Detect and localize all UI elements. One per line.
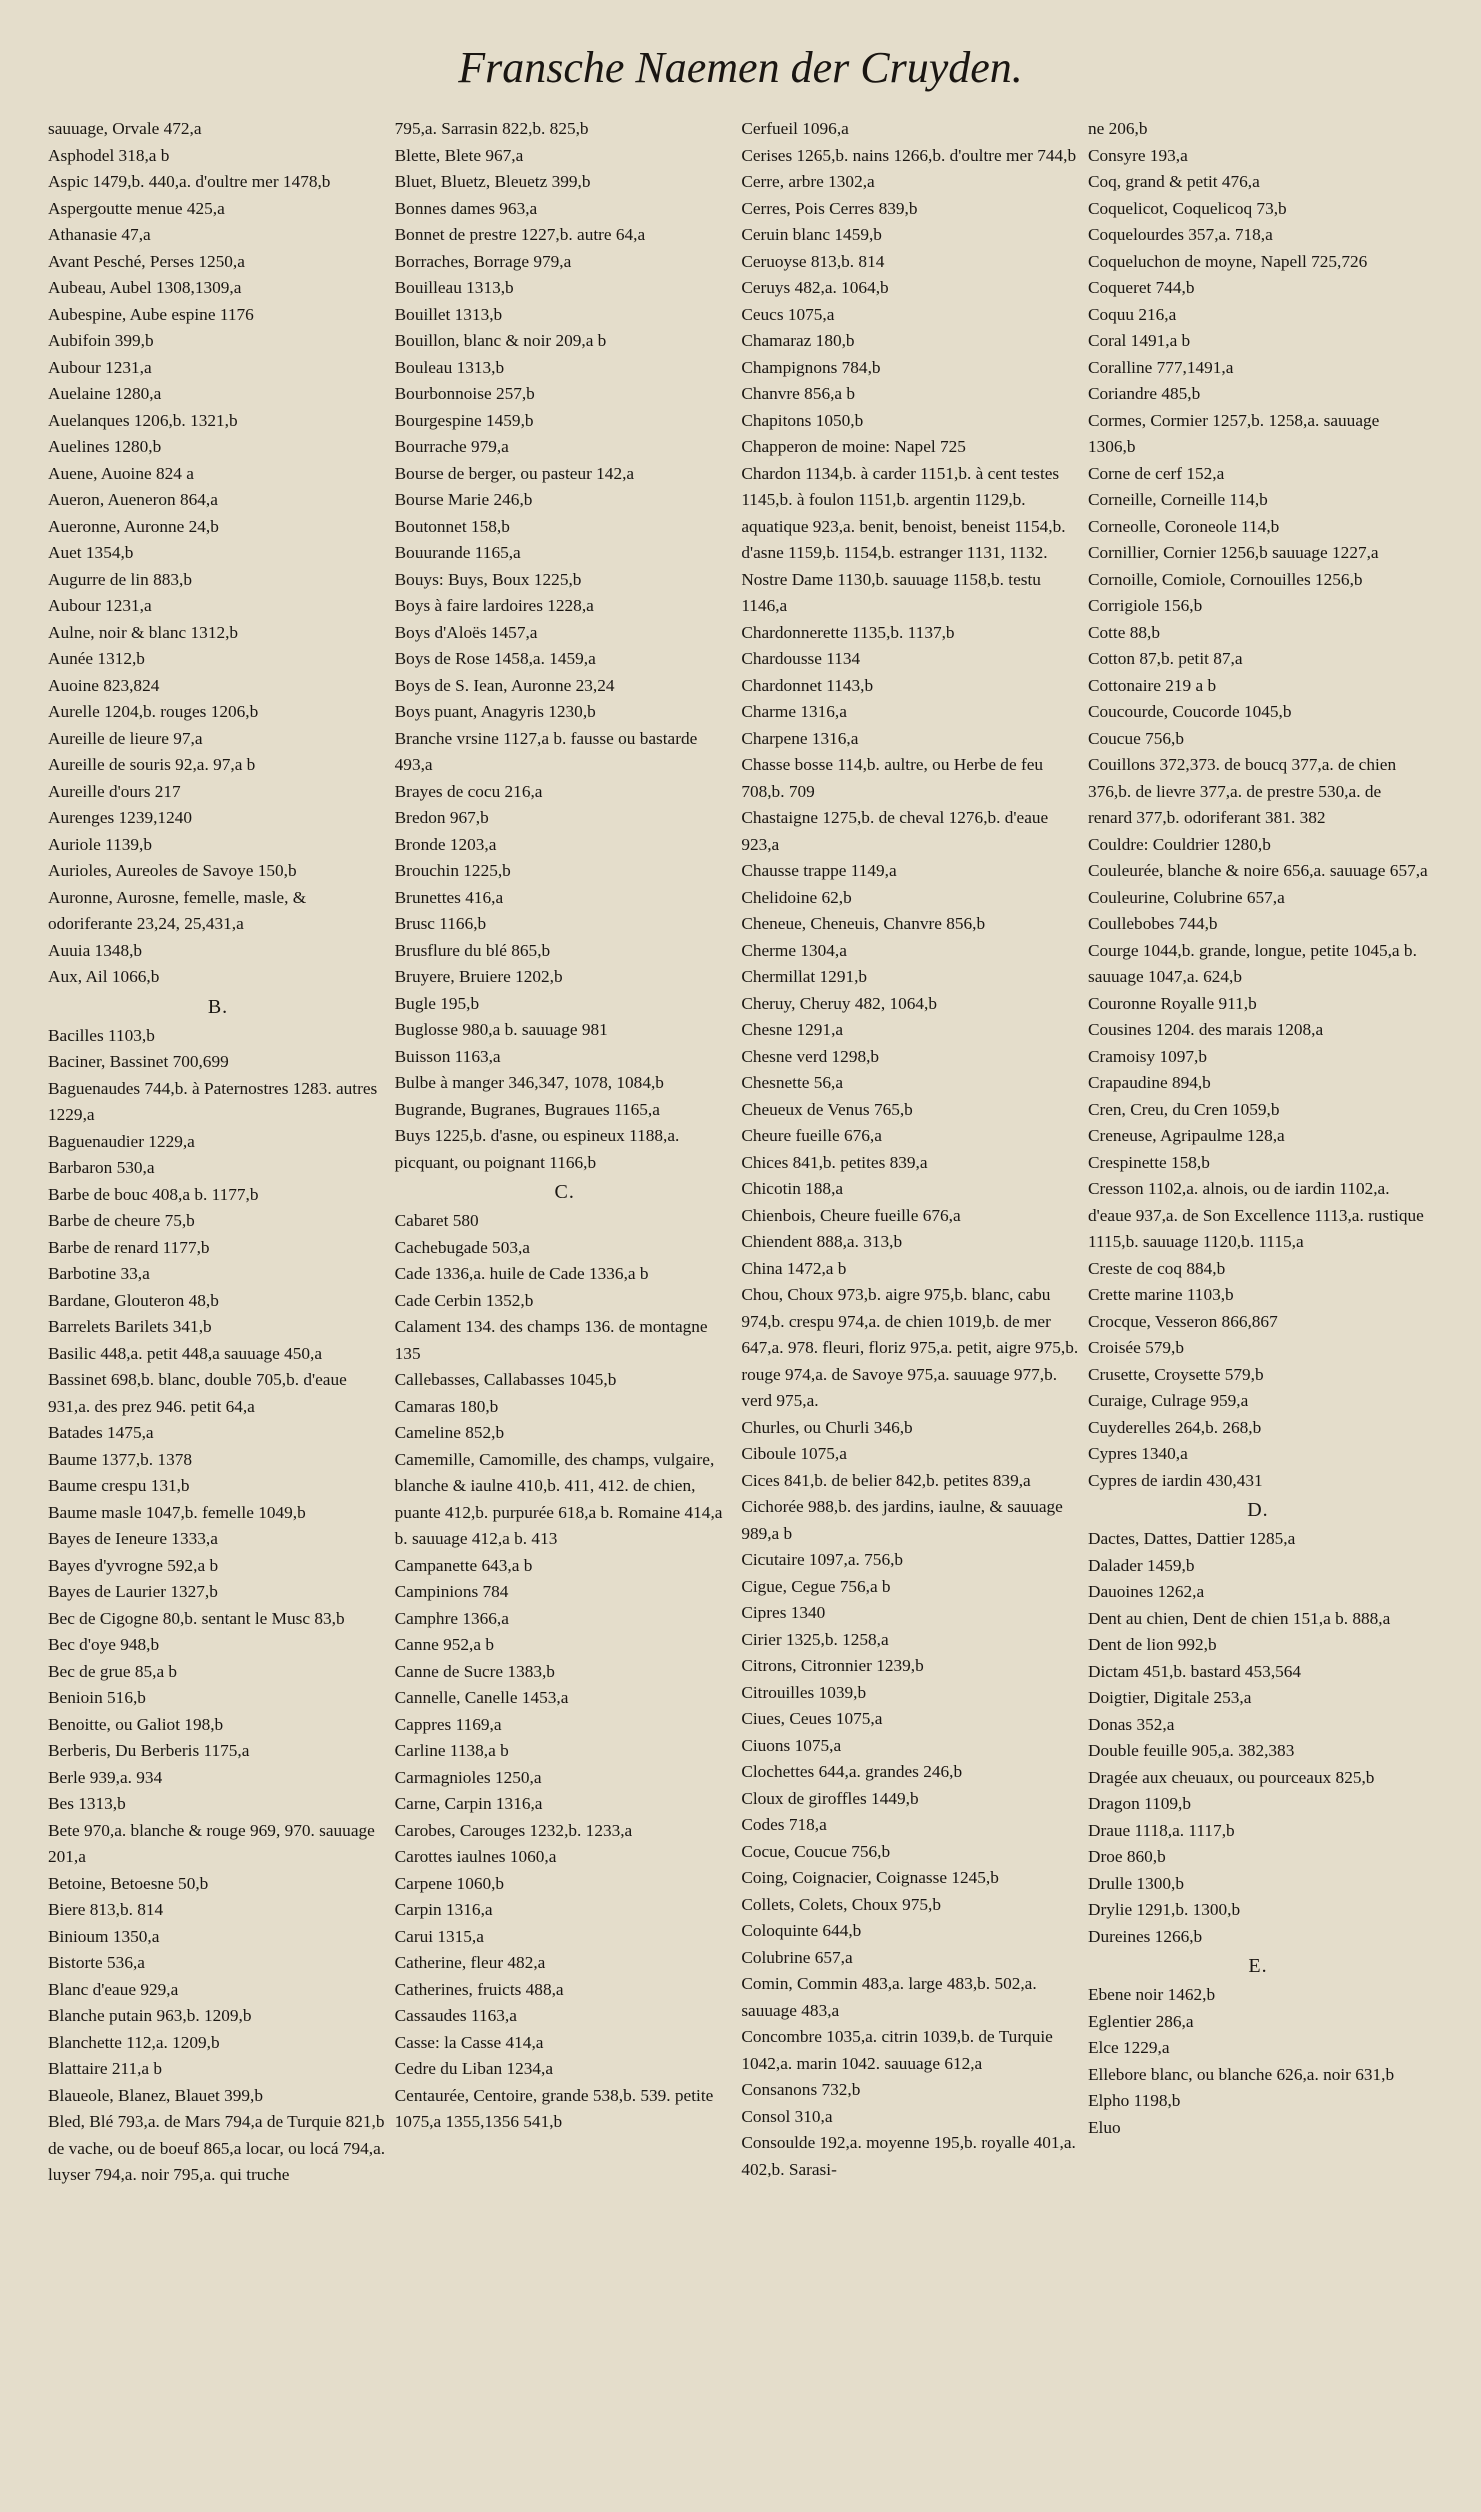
index-entry: Citrons, Citronnier 1239,b: [741, 1656, 924, 1675]
index-entry: Ceruoyse 813,b. 814: [741, 251, 885, 271]
index-entry: Crette marine 1103,b: [1087, 1285, 1234, 1304]
index-entry: Crapaudine 894,b: [1087, 1073, 1211, 1092]
index-entry: Chesnette 56,a: [741, 1073, 844, 1092]
index-entry: Doigtier, Digitale 253,a: [1087, 1688, 1252, 1707]
index-entry: Campanette 643,a b: [394, 1555, 533, 1575]
index-entry: Cotton 87,b. petit 87,a: [1087, 649, 1243, 668]
index-entry: Chardon 1134,b. à carder 1151,b. à cent testes 1145,b. à foulon 1151,b. argentin 1129,b. aquatique 923,a. benit, benoist, beneist 1154,b. d'asne 1159,b. 1154,b. estranger 1131, 1132. Nostre Dame 1130,b. sauuage 1158,b. testu 1146,a: [741, 463, 1066, 615]
index-entry: Bec de Cigogne 80,b. sentant le Musc 83,b: [48, 1608, 345, 1628]
index-entry: Bruyere, Bruiere 1202,b: [394, 967, 563, 986]
index-entry: Cramoisy 1097,b: [1087, 1046, 1208, 1066]
index-entry: Aureille de lieure 97,a: [48, 728, 203, 748]
index-entry: Bete 970,a. blanche & rouge 969, 970. sauuage 201,a: [48, 1820, 375, 1866]
index-entry: Colubrine 657,a: [741, 1947, 853, 1967]
index-entry: Carui 1315,a: [394, 1926, 484, 1946]
index-entry: Dauoines 1262,a: [1087, 1582, 1205, 1601]
index-entry: Calament 134. des champs 136. de montagne 135: [394, 1317, 708, 1363]
index-entry: Corrigiole 156,b: [1087, 596, 1203, 615]
index-entry: Barbe de cheure 75,b: [48, 1211, 195, 1230]
index-entry: Cerises 1265,b. nains 1266,b. d'oultre mer 744,b: [741, 145, 1077, 165]
index-entry: Callebasses, Callabasses 1045,b: [394, 1370, 617, 1389]
index-entry: Boys d'Aloës 1457,a: [394, 622, 538, 642]
index-entry: Bec d'oye 948,b: [48, 1635, 160, 1654]
index-entry: Cirier 1325,b. 1258,a: [741, 1629, 889, 1649]
index-entry: Boys à faire lardoires 1228,a: [394, 596, 594, 615]
index-entry: Brouchin 1225,b: [394, 861, 511, 880]
index-entry: Aurenges 1239,1240: [48, 808, 192, 827]
index-entry: Ceruin blanc 1459,b: [741, 225, 882, 244]
index-entry: Cherme 1304,a: [741, 940, 847, 960]
index-entry: Chesne verd 1298,b: [741, 1046, 880, 1066]
index-entry: Auene, Auoine 824 a: [48, 463, 194, 483]
index-entry: Carobes, Carouges 1232,b. 1233,a: [394, 1820, 633, 1840]
index-entry: 795,a. Sarrasin 822,b. 825,b: [394, 119, 589, 138]
index-entry: Chardousse 1134: [741, 649, 861, 668]
index-entry: Cheure fueille 676,a: [741, 1126, 882, 1145]
index-entry: Droe 860,b: [1087, 1847, 1166, 1866]
index-entry: Auelaine 1280,a: [48, 384, 162, 403]
index-entry: Blanchette 112,a. 1209,b: [48, 2032, 220, 2052]
index-entry: Dactes, Dattes, Dattier 1285,a: [1087, 1529, 1296, 1548]
index-entry: Bled, Blé 793,a. de Mars 794,a de Turquie 821,b de vache, ou de boeuf 865,a locar, ou locá 794,a. luyser 794,a. noir 795,a. qui truche: [48, 2112, 386, 2184]
index-entry: Coquelicot, Coquelicoq 73,b: [1087, 198, 1287, 218]
index-entry: Bec de grue 85,a b: [48, 1661, 178, 1681]
index-entry: Churles, ou Churli 346,b: [741, 1417, 913, 1437]
index-entry: Brunettes 416,a: [394, 887, 504, 907]
index-entry: Cices 841,b. de belier 842,b. petites 839,a: [741, 1470, 1031, 1490]
index-entry: Coucourde, Coucorde 1045,b: [1087, 702, 1292, 721]
index-entry: Codes 718,a: [741, 1815, 827, 1834]
index-entry: Ellebore blanc, ou blanche 626,a. noir 631,b: [1087, 2064, 1395, 2084]
index-entry: Cornillier, Cornier 1256,b sauuage 1227,a: [1087, 543, 1379, 562]
index-entry: Cannelle, Canelle 1453,a: [394, 1688, 569, 1707]
index-entry: Cocue, Coucue 756,b: [741, 1841, 891, 1861]
index-entry: Couldre: Couldrier 1280,b: [1087, 834, 1271, 854]
index-entry: Coucue 756,b: [1087, 728, 1184, 748]
index-entry: Canne de Sucre 1383,b: [394, 1661, 555, 1681]
index-entry: Dent au chien, Dent de chien 151,a b. 888,a: [1087, 1608, 1391, 1628]
index-columns: [48, 116, 1428, 2496]
index-entry: Carpene 1060,b: [394, 1873, 505, 1893]
index-entry: Auelanques 1206,b. 1321,b: [48, 410, 238, 430]
section-letter: C.: [554, 1181, 575, 1203]
index-entry: Cornoille, Comiole, Cornouilles 1256,b: [1087, 569, 1363, 589]
index-entry: Dalader 1459,b: [1087, 1555, 1195, 1575]
index-entry: Elpho 1198,b: [1087, 2091, 1181, 2110]
index-entry: Biere 813,b. 814: [48, 1900, 164, 1919]
index-entry: Coloquinte 644,b: [741, 1921, 862, 1940]
index-entry: Dictam 451,b. bastard 453,564: [1087, 1661, 1302, 1681]
index-entry: Cerfueil 1096,a: [741, 119, 849, 138]
index-entry: Cassaudes 1163,a: [394, 2006, 517, 2025]
index-entry: Citrouilles 1039,b: [741, 1682, 867, 1702]
index-entry: Cade Cerbin 1352,b: [394, 1290, 534, 1310]
index-entry: Creneuse, Agripaulme 128,a: [1087, 1126, 1285, 1145]
index-entry: Boys de S. Iean, Auronne 23,24: [394, 675, 615, 695]
index-entry: Barrelets Barilets 341,b: [48, 1317, 212, 1336]
index-entry: Eglentier 286,a: [1087, 2011, 1194, 2031]
index-entry: Blattaire 211,a b: [48, 2059, 163, 2078]
index-entry: Bourse de berger, ou pasteur 142,a: [394, 463, 635, 483]
index-entry: Chanvre 856,a b: [741, 384, 856, 403]
index-entry: Dragée aux cheuaux, ou pourceaux 825,b: [1087, 1767, 1375, 1787]
index-entry: Cloux de giroffles 1449,b: [741, 1788, 919, 1808]
index-entry: Augurre de lin 883,b: [48, 569, 192, 589]
index-entry: Coriandre 485,b: [1087, 384, 1201, 403]
index-entry: Creste de coq 884,b: [1087, 1258, 1226, 1278]
index-entry: Borraches, Borrage 979,a: [394, 251, 572, 271]
index-entry: Chelidoine 62,b: [741, 887, 852, 907]
index-entry: Chardonnet 1143,b: [741, 675, 874, 695]
index-entry: Aurioles, Aureoles de Savoye 150,b: [48, 861, 297, 880]
index-entry: Aubour 1231,a: [48, 357, 152, 377]
index-entry: Clochettes 644,a. grandes 246,b: [741, 1762, 963, 1781]
index-entry: Bourrache 979,a: [394, 437, 509, 456]
section-letter: B.: [207, 995, 229, 1018]
index-entry: Auoine 823,824: [48, 675, 160, 695]
index-entry: Collets, Colets, Choux 975,b: [741, 1894, 942, 1914]
index-entry: Chapperon de moine: Napel 725: [741, 437, 966, 456]
page-title: Fransche Naemen der Cruyden.: [458, 43, 1023, 92]
index-entry: Blette, Blete 967,a: [394, 145, 524, 165]
index-entry: Bugle 195,b: [394, 993, 480, 1013]
index-entry: Cousines 1204. des marais 1208,a: [1087, 1020, 1324, 1039]
index-entry: Blanche putain 963,b. 1209,b: [48, 2006, 252, 2025]
index-entry: Coq, grand & petit 476,a: [1087, 172, 1260, 191]
index-entry: Corneille, Corneille 114,b: [1087, 490, 1268, 509]
index-entry: Coqueluchon de moyne, Napell 725,726: [1087, 251, 1368, 271]
index-entry: Cameline 852,b: [394, 1423, 505, 1442]
index-entry: Cheruy, Cheruy 482, 1064,b: [741, 993, 937, 1013]
index-entry: Cheueux de Venus 765,b: [741, 1099, 913, 1119]
index-entry: Betoine, Betoesne 50,b: [48, 1873, 209, 1893]
index-entry: Aunée 1312,b: [48, 649, 145, 668]
index-entry: Auuia 1348,b: [48, 940, 143, 960]
index-entry: Cichorée 988,b. des jardins, iaulne, & sauuage 989,a b: [741, 1497, 1063, 1543]
index-entry: Brusflure du blé 865,b: [394, 940, 551, 960]
index-entry: Coing, Coignacier, Coignasse 1245,b: [741, 1868, 999, 1887]
index-entry: Chasse bosse 114,b. aultre, ou Herbe de feu 708,b. 709: [741, 755, 1044, 801]
index-entry: Donas 352,a: [1087, 1714, 1175, 1734]
index-entry: Crusette, Croysette 579,b: [1087, 1364, 1264, 1384]
index-entry: Eluo: [1087, 2117, 1121, 2137]
index-entry: Cuyderelles 264,b. 268,b: [1087, 1417, 1262, 1437]
index-entry: Berberis, Du Berberis 1175,a: [48, 1741, 250, 1760]
index-entry: Draue 1118,a. 1117,b: [1087, 1820, 1235, 1840]
index-entry: Carmagnioles 1250,a: [394, 1767, 542, 1787]
index-entry: ne 206,b: [1087, 119, 1148, 138]
index-entry: Dureines 1266,b: [1087, 1926, 1203, 1946]
index-entry: Baguenaudes 744,b. à Paternostres 1283. autres 1229,a: [48, 1078, 378, 1124]
index-entry: Bacilles 1103,b: [48, 1025, 155, 1045]
index-entry: Auronne, Aurosne, femelle, masle, & odoriferante 23,24, 25,431,a: [48, 887, 307, 933]
index-entry: Bourgespine 1459,b: [394, 410, 534, 430]
index-column-3: [741, 116, 1081, 2496]
index-entry: Bourse Marie 246,b: [394, 490, 533, 509]
index-entry: China 1472,a b: [741, 1258, 847, 1278]
index-entry: Elce 1229,a: [1087, 2038, 1170, 2057]
index-entry: Cypres de iardin 430,431: [1087, 1470, 1263, 1490]
index-entry: Chermillat 1291,b: [741, 967, 868, 986]
index-entry: Ciues, Ceues 1075,a: [741, 1709, 883, 1728]
index-entry: Bayes d'yvrogne 592,a b: [48, 1555, 219, 1575]
index-entry: Aureille de souris 92,a. 97,a b: [48, 755, 256, 774]
index-entry: Curaige, Culrage 959,a: [1087, 1391, 1249, 1410]
index-entry: Coquu 216,a: [1087, 304, 1177, 324]
index-entry: Carne, Carpin 1316,a: [394, 1794, 543, 1813]
index-entry: Coqueret 744,b: [1087, 278, 1195, 297]
index-entry: Boys de Rose 1458,a. 1459,a: [394, 649, 596, 668]
index-entry: Ciboule 1075,a: [741, 1444, 847, 1463]
index-column-4: [1088, 116, 1428, 2496]
index-entry: Charpene 1316,a: [741, 728, 859, 748]
index-entry: Asphodel 318,a b: [48, 145, 170, 165]
index-entry: Avant Pesché, Perses 1250,a: [48, 251, 245, 271]
index-entry: Carottes iaulnes 1060,a: [394, 1847, 557, 1866]
index-entry: Bouillet 1313,b: [394, 304, 503, 324]
index-entry: Aueronne, Auronne 24,b: [48, 516, 219, 536]
index-entry: Bonnet de prestre 1227,b. autre 64,a: [394, 225, 646, 244]
index-entry: Brayes de cocu 216,a: [394, 781, 543, 801]
index-entry: Bluet, Bluetz, Bleuetz 399,b: [394, 172, 591, 191]
index-entry: Baume crespu 131,b: [48, 1476, 190, 1495]
index-entry: Barbe de renard 1177,b: [48, 1237, 210, 1257]
index-entry: Carpin 1316,a: [394, 1900, 493, 1919]
index-entry: Blaueole, Blanez, Blauet 399,b: [48, 2085, 263, 2105]
index-entry: Chardonnerette 1135,b. 1137,b: [741, 622, 955, 642]
index-entry: Croisée 579,b: [1087, 1338, 1184, 1357]
index-entry: Ebene noir 1462,b: [1087, 1985, 1216, 2004]
index-entry: Canne 952,a b: [394, 1635, 494, 1654]
index-column-1: [48, 116, 388, 2496]
index-entry: Batades 1475,a: [48, 1423, 154, 1442]
index-entry: Chapitons 1050,b: [741, 410, 864, 430]
index-entry: sauuage, Orvale 472,a: [48, 119, 202, 138]
index-entry: Couronne Royalle 911,b: [1087, 993, 1257, 1013]
index-entry: Bayes de Laurier 1327,b: [48, 1582, 218, 1601]
index-entry: Bredon 967,b: [394, 808, 489, 827]
index-entry: Bistorte 536,a: [48, 1953, 145, 1972]
index-entry: Couillons 372,373. de boucq 377,a. de chien 376,b. de lievre 377,a. de prestre 530,a. de renard 377,b. odoriferant 381. 382: [1087, 755, 1397, 827]
index-entry: Courge 1044,b. grande, longue, petite 1045,a b. sauuage 1047,a. 624,b: [1087, 940, 1417, 986]
index-entry: Drylie 1291,b. 1300,b: [1087, 1900, 1241, 1919]
index-entry: Couleurine, Colubrine 657,a: [1087, 887, 1285, 907]
index-entry: Blanc d'eaue 929,a: [48, 1979, 179, 1999]
index-entry: Buys 1225,b. d'asne, ou espineux 1188,a. picquant, ou poignant 1166,b: [394, 1126, 680, 1172]
index-entry: Consyre 193,a: [1087, 145, 1188, 165]
index-entry: Auet 1354,b: [48, 543, 134, 562]
index-entry: Cerre, arbre 1302,a: [741, 172, 875, 191]
index-entry: Aubeau, Aubel 1308,1309,a: [48, 278, 242, 297]
index-column-2: [395, 116, 735, 2496]
index-entry: Cresson 1102,a. alnois, ou de iardin 1102,a. d'eaue 937,a. de Son Excellence 1113,a. rustique 1115,b. sauuage 1120,b. 1115,a: [1087, 1179, 1424, 1251]
index-entry: Bugrande, Bugranes, Bugraues 1165,a: [394, 1099, 660, 1119]
index-entry: Cerres, Pois Cerres 839,b: [741, 198, 918, 218]
index-entry: Chou, Choux 973,b. aigre 975,b. blanc, cabu 974,b. crespu 974,a. de chien 1019,b. de mer 647,a. 978. fleuri, floriz 975,a. petit, aigre 975,b. rouge 974,a. de Savoye 975,a. sauuage 977,b. verd 975,a.: [741, 1285, 1079, 1410]
index-entry: Bouurande 1165,a: [394, 543, 521, 562]
index-entry: Bayes de Ieneure 1333,a: [48, 1529, 218, 1548]
index-entry: Baguenaudier 1229,a: [48, 1131, 195, 1151]
index-entry: Auriole 1139,b: [48, 834, 152, 854]
index-entry: Campinions 784: [394, 1582, 509, 1601]
index-entry: Chamaraz 180,b: [741, 331, 855, 350]
index-entry: Basilic 448,a. petit 448,a sauuage 450,a: [48, 1343, 323, 1363]
index-entry: Aubour 1231,a: [48, 596, 152, 615]
index-entry: Carline 1138,a b: [394, 1741, 509, 1760]
index-entry: Bassinet 698,b. blanc, double 705,b. d'eaue 931,a. des prez 946. petit 64,a: [48, 1370, 347, 1416]
index-entry: Brusc 1166,b: [394, 914, 487, 933]
index-entry: Bonnes dames 963,a: [394, 198, 538, 218]
index-entry: Ceruys 482,a. 1064,b: [741, 278, 889, 297]
index-entry: Couleurée, blanche & noire 656,a. sauuage 657,a: [1087, 861, 1428, 880]
index-entry: Bulbe à manger 346,347, 1078, 1084,b: [394, 1073, 664, 1092]
index-entry: Aueron, Aueneron 864,a: [48, 490, 218, 509]
index-entry: Catherine, fleur 482,a: [394, 1953, 546, 1972]
index-entry: Chienbois, Cheure fueille 676,a: [741, 1205, 961, 1225]
index-entry: Bardane, Glouteron 48,b: [48, 1290, 219, 1310]
index-entry: Consol 310,a: [741, 2106, 833, 2126]
index-entry: Ciuons 1075,a: [741, 1735, 842, 1755]
index-entry: Camphre 1366,a: [394, 1608, 509, 1628]
index-entry: Bouys: Buys, Boux 1225,b: [394, 569, 582, 589]
index-entry: Aureille d'ours 217: [48, 781, 181, 801]
index-entry: Aubifoin 399,b: [48, 331, 154, 350]
index-entry: Benoitte, ou Galiot 198,b: [48, 1714, 224, 1734]
index-entry: Champignons 784,b: [741, 357, 881, 377]
index-entry: Bouleau 1313,b: [394, 357, 505, 377]
index-entry: Dragon 1109,b: [1087, 1794, 1191, 1813]
index-entry: Barbaron 530,a: [48, 1158, 155, 1177]
index-entry: Aurelle 1204,b. rouges 1206,b: [48, 702, 259, 721]
index-entry: Coralline 777,1491,a: [1087, 357, 1234, 377]
index-entry: Aulne, noir & blanc 1312,b: [48, 622, 239, 642]
section-letter: D.: [1247, 1499, 1269, 1521]
index-entry: Consanons 732,b: [741, 2080, 861, 2099]
index-entry: Charme 1316,a: [741, 702, 847, 721]
index-entry: Bourbonnoise 257,b: [394, 384, 535, 403]
index-entry: Boys puant, Anagyris 1230,b: [394, 702, 596, 721]
index-entry: Camaras 180,b: [394, 1396, 499, 1416]
index-entry: Catherines, fruicts 488,a: [394, 1979, 564, 1999]
index-entry: Athanasie 47,a: [48, 225, 151, 244]
index-entry: Benioin 516,b: [48, 1688, 146, 1707]
index-entry: Buisson 1163,a: [394, 1046, 501, 1066]
index-entry: Aspic 1479,b. 440,a. d'oultre mer 1478,b: [48, 172, 331, 191]
index-entry: Comin, Commin 483,a. large 483,b. 502,a. sauuage 483,a: [741, 1974, 1037, 2020]
index-entry: Cottonaire 219 a b: [1087, 675, 1217, 695]
index-entry: Cade 1336,a. huile de Cade 1336,a b: [394, 1264, 649, 1283]
index-entry: Drulle 1300,b: [1087, 1873, 1184, 1893]
index-entry: Cypres 1340,a: [1087, 1444, 1188, 1463]
index-entry: Aspergoutte menue 425,a: [48, 198, 225, 218]
index-entry: Boutonnet 158,b: [394, 516, 510, 536]
index-entry: Bouillon, blanc & noir 209,a b: [394, 331, 607, 350]
index-entry: Ceucs 1075,a: [741, 304, 835, 324]
index-entry: Cren, Creu, du Cren 1059,b: [1087, 1099, 1280, 1119]
index-entry: Coquelourdes 357,a. 718,a: [1087, 225, 1273, 244]
index-entry: Crespinette 158,b: [1087, 1152, 1210, 1172]
index-entry: Cedre du Liban 1234,a: [394, 2059, 554, 2078]
index-entry: Bes 1313,b: [48, 1794, 126, 1813]
index-entry: Cotte 88,b: [1087, 622, 1160, 642]
index-entry: Barbotine 33,a: [48, 1264, 150, 1283]
index-entry: Bronde 1203,a: [394, 834, 497, 854]
index-entry: Chicotin 188,a: [741, 1179, 844, 1198]
index-entry: Chesne 1291,a: [741, 1020, 844, 1039]
index-entry: Centaurée, Centoire, grande 538,b. 539. petite 1075,a 1355,1356 541,b: [394, 2085, 714, 2131]
index-entry: Bouilleau 1313,b: [394, 278, 514, 297]
index-entry: Barbe de bouc 408,a b. 1177,b: [48, 1184, 259, 1204]
index-entry: Consoulde 192,a. moyenne 195,b. royalle 401,a. 402,b. Sarasi-: [741, 2133, 1076, 2179]
index-entry: Casse: la Casse 414,a: [394, 2032, 544, 2052]
index-entry: Corne de cerf 152,a: [1087, 463, 1225, 483]
index-entry: Cipres 1340: [741, 1603, 826, 1622]
index-entry: Concombre 1035,a. citrin 1039,b. de Turquie 1042,a. marin 1042. sauuage 612,a: [741, 2027, 1053, 2073]
index-entry: Dent de lion 992,b: [1087, 1635, 1217, 1654]
index-entry: Double feuille 905,a. 382,383: [1087, 1741, 1295, 1760]
index-entry: Cigue, Cegue 756,a b: [741, 1576, 891, 1596]
index-entry: Binioum 1350,a: [48, 1926, 160, 1946]
index-entry: Berle 939,a. 934: [48, 1767, 163, 1787]
index-entry: Branche vrsine 1127,a b. fausse ou bastarde 493,a: [394, 728, 698, 774]
index-entry: Chastaigne 1275,b. de cheval 1276,b. d'eaue 923,a: [741, 808, 1049, 854]
section-letter: E.: [1248, 1955, 1268, 1977]
index-entry: Camemille, Camomille, des champs, vulgaire, blanche & iaulne 410,b. 411, 412. de chien, puante 412,b. purpurée 618,a b. Romaine 414,a b. sauuage 412,a b. 413: [394, 1449, 723, 1548]
index-entry: Baume 1377,b. 1378: [48, 1449, 192, 1469]
index-entry: Cheneue, Cheneuis, Chanvre 856,b: [741, 914, 986, 933]
index-entry: Baciner, Bassinet 700,699: [48, 1052, 229, 1071]
index-entry: Cormes, Cormier 1257,b. 1258,a. sauuage 1306,b: [1087, 410, 1380, 456]
index-entry: Chices 841,b. petites 839,a: [741, 1152, 928, 1172]
index-entry: Crocque, Vesseron 866,867: [1087, 1311, 1278, 1331]
index-entry: Cicutaire 1097,a. 756,b: [741, 1550, 904, 1569]
index-entry: Coullebobes 744,b: [1087, 914, 1218, 933]
index-entry: Corneolle, Coroneole 114,b: [1087, 516, 1280, 536]
index-entry: Auelines 1280,b: [48, 437, 162, 456]
index-entry: Chausse trappe 1149,a: [741, 861, 897, 880]
index-entry: Cappres 1169,a: [394, 1714, 502, 1734]
index-entry: Chiendent 888,a. 313,b: [741, 1232, 903, 1251]
index-entry: Buglosse 980,a b. sauuage 981: [394, 1020, 608, 1039]
index-entry: Aux, Ail 1066,b: [48, 967, 160, 986]
index-entry: Cachebugade 503,a: [394, 1237, 530, 1257]
index-entry: Coral 1491,a b: [1087, 331, 1191, 350]
index-entry: Cabaret 580: [394, 1211, 479, 1230]
index-entry: Baume masle 1047,b. femelle 1049,b: [48, 1502, 306, 1522]
index-entry: Aubespine, Aube espine 1176: [48, 304, 254, 324]
